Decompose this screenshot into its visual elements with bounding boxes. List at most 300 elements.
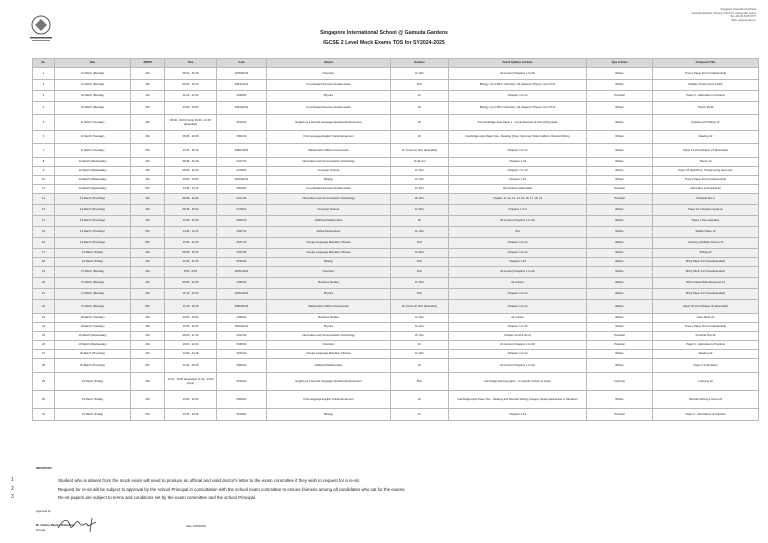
cell-subject: Co-ordinated Sciences Double Award: [267, 185, 391, 194]
cell-code: 0610/12: [217, 258, 267, 267]
col-header-subject: Subject: [267, 59, 391, 68]
cell-ampm: AM: [131, 216, 165, 227]
table-row: [33, 258, 759, 267]
cell-subject: Biology: [267, 258, 391, 267]
note-number: 3: [11, 494, 14, 500]
cell-code: 0580/13/23: [217, 144, 267, 158]
cell-subject: Global Perspectives: [267, 227, 391, 238]
cell-code: 0417/22: [217, 194, 267, 205]
cell-time: 11:00 - 12:30: [165, 91, 217, 102]
cell-duration: 1h (Core) 1h 30m (Extended): [391, 144, 449, 158]
cell-ampm: AM: [131, 258, 165, 267]
cell-duration: 2h: [391, 131, 449, 144]
cell-code: 0625/52/42: [217, 68, 267, 80]
cell-exam-type: Written: [587, 278, 653, 289]
address-line: Gamuda Gardens, Phuong Tran Phu, Hoang Mai, Hanoi: [691, 11, 756, 15]
cell-syllabus: All content: [449, 314, 587, 323]
cell-syllabus: All content (Chapters 1 to 22): [449, 267, 587, 278]
cell-date: 18 March (Tuesday): [55, 323, 131, 332]
cell-time: 13:45 - 14:15: [165, 185, 217, 194]
cell-syllabus: Chapters 1 to 6: [449, 205, 587, 216]
cell-date: 21 March (Friday): [55, 373, 131, 391]
document-subtitle: IGCSE 2 Level Mock Exams TOS for SY2024-2025: [323, 40, 445, 46]
cell-code: 0547/12: [217, 238, 267, 249]
cell-code: 0500/13: [217, 131, 267, 144]
cell-duration: 1h 15m: [391, 323, 449, 332]
cell-ampm: AM: [131, 350, 165, 359]
cell-component: Reading 22: [653, 350, 759, 359]
cell-code: 0547/32: [217, 249, 267, 258]
cell-duration: 2h (Core) 2h 30m (Extended): [391, 300, 449, 314]
cell-time: 08:45 - 10:30: [165, 205, 217, 216]
table-row: [33, 323, 759, 332]
cell-exam-type: Written: [587, 80, 653, 91]
cell-component: Paper 32 (Core)/Paper 42 (Extended): [653, 300, 759, 314]
cell-no: 20: [33, 278, 55, 289]
cell-duration: 2h: [391, 102, 449, 115]
cell-duration: 1h 15m: [391, 68, 449, 80]
cell-time: 08:45 - 10:30: [165, 167, 217, 176]
cell-date: 13 March (Thursday): [55, 205, 131, 216]
cell-date: 12 March (Wednesday): [55, 158, 131, 167]
cell-date: 12 March (Wednesday): [55, 185, 131, 194]
cell-time: 10:00 - 12:00: [165, 314, 217, 323]
cell-syllabus: Chapters 1 to 24: [449, 300, 587, 314]
document-title: Singapore International School @ Gamuda Gardens: [320, 30, 448, 36]
cell-time: 08:45 - 10:45: [165, 131, 217, 144]
cell-no: 25: [33, 332, 55, 341]
exam-schedule-table: [32, 58, 759, 421]
cell-ampm: AM: [131, 176, 165, 185]
cell-no: 31: [33, 409, 55, 421]
cell-component: Multiple Choice (Core 12/22): [653, 80, 759, 91]
cell-component: Practical Test 2: [653, 194, 759, 205]
cell-exam-type: Written: [587, 144, 653, 158]
cell-code: 0510/12: [217, 115, 267, 131]
cell-exam-type: Written: [587, 350, 653, 359]
cell-component: Short Answer/Data Response 12: [653, 278, 759, 289]
cell-component: MCQ Paper 1/2 (Core/Extended): [653, 289, 759, 300]
cell-ampm: PM: [131, 227, 165, 238]
cell-subject: Biology: [267, 409, 391, 421]
cell-date: 20 March (Thursday): [55, 350, 131, 359]
cell-duration: 45m: [391, 238, 449, 249]
note-text: Student who is absent from the mock exam will need to produce an official and valid doctor's letter to the exam committee if they wish to request for a re-sit.: [58, 478, 360, 483]
table-row: [33, 332, 759, 341]
cell-duration: 50m: [391, 373, 449, 391]
cell-exam-type: Written: [587, 258, 653, 267]
cell-syllabus: Chapters 1 to 24: [449, 91, 587, 102]
cell-date: 11 March (Tuesday): [55, 131, 131, 144]
cell-ampm: AM: [131, 115, 165, 131]
cell-time: 11:15 - 12:00 (Extended) 11:30 - 12:00 (Core): [165, 373, 217, 391]
cell-date: 10 March (Monday): [55, 91, 131, 102]
col-header-code: Code: [217, 59, 267, 68]
cell-no: 3: [33, 91, 55, 102]
cell-no: 1: [33, 68, 55, 80]
cell-no: 10: [33, 176, 55, 185]
cell-code: 0450/12: [217, 278, 267, 289]
cell-component: Paper 2 (Calculator): [653, 359, 759, 373]
cell-code: 0417/13: [217, 158, 267, 167]
cell-exam-type: Practical: [587, 409, 653, 421]
cell-time: 08:45 - 10:15: [165, 158, 217, 167]
table-row: [33, 300, 759, 314]
cell-code: 0610/62: [217, 409, 267, 421]
cell-syllabus: Chapters 1 to 24: [449, 350, 587, 359]
cell-date: 18 March (Tuesday): [55, 314, 131, 323]
cell-ampm: AM: [131, 314, 165, 323]
cell-subject: Additional Mathematics: [267, 216, 391, 227]
cell-subject: First Language English Oral Endorsement: [267, 391, 391, 409]
cell-time: 08:45 - 10:30: [165, 194, 217, 205]
cell-component: Case Study 22: [653, 314, 759, 323]
cell-duration: 1h 45m: [391, 205, 449, 216]
cell-exam-type: Written: [587, 323, 653, 332]
cell-component: Paper 1 Non-calculator: [653, 216, 759, 227]
cell-duration: 1h 45m: [391, 167, 449, 176]
cell-exam-type: Written: [587, 314, 653, 323]
cell-no: 17: [33, 249, 55, 258]
cell-time: 08:30 - 09:15 (Core) 09:30 - 10:45 (Extended): [165, 115, 217, 131]
table-row: [33, 314, 759, 323]
cell-ampm: AM: [131, 91, 165, 102]
cell-ampm: AM: [131, 131, 165, 144]
cell-duration: 2h 15m: [391, 332, 449, 341]
cell-syllabus: All content: [449, 278, 587, 289]
cell-subject: Business Studies: [267, 278, 391, 289]
cell-syllabus: Chapters 1 to 24: [449, 144, 587, 158]
cell-ampm: PM: [131, 409, 165, 421]
cell-subject: First Language English Oral Endorsement: [267, 131, 391, 144]
cell-exam-type: Written: [587, 267, 653, 278]
cell-syllabus: Chapters 1 to 25: [449, 323, 587, 332]
cell-exam-type: Practical: [587, 185, 653, 194]
cell-no: 12: [33, 194, 55, 205]
cell-exam-type: Written: [587, 131, 653, 144]
cell-syllabus: Cambridge-style Paper Two - Reading and Directed Writing (Imagery, Essay Descriptive or Narrative): [449, 391, 587, 409]
cell-subject: Biology: [267, 176, 391, 185]
table-row: [33, 102, 759, 115]
cell-subject: Physics: [267, 91, 391, 102]
cell-subject: Chemistry: [267, 341, 391, 350]
cell-ampm: AM: [131, 80, 165, 91]
cell-date: 21 March (Friday): [55, 409, 131, 421]
cell-component: Theory Paper 4/4 (Core/Extended): [653, 68, 759, 80]
cell-time: 11:15 - 12:30: [165, 289, 217, 300]
cell-syllabus: Biology: Up to B13; Chemistry: All chapters; Physics: Up to P14: [449, 102, 587, 115]
cell-no: 16: [33, 238, 55, 249]
table-row: [33, 249, 759, 258]
cell-component: Theory Paper 4/4 (Core/Extended): [653, 176, 759, 185]
cell-date: 10 March (Monday): [55, 80, 131, 91]
cell-no: 27: [33, 350, 55, 359]
cell-no: 19: [33, 267, 55, 278]
cell-exam-type: Written: [587, 359, 653, 373]
cell-subject: Foreign Language Mandarin Chinese: [267, 238, 391, 249]
cell-duration: 1h: [391, 409, 449, 421]
cell-time: 09:25 - 10:10: [165, 80, 217, 91]
cell-ampm: AM: [131, 332, 165, 341]
cell-no: 13: [33, 205, 55, 216]
table-row: [33, 227, 759, 238]
cell-code: 0417/32: [217, 332, 267, 341]
cell-no: 7: [33, 144, 55, 158]
cell-ampm: AM: [131, 68, 165, 80]
cell-duration: 1h 30 mm: [391, 158, 449, 167]
cell-code: 0478/12: [217, 205, 267, 216]
cell-date: 21 March (Friday): [55, 391, 131, 409]
cell-date: 14 March (Friday): [55, 249, 131, 258]
cell-duration: 1h: [391, 91, 449, 102]
cell-no: 14: [33, 216, 55, 227]
cell-exam-type: Written: [587, 249, 653, 258]
cell-duration: 1h: [391, 341, 449, 350]
cell-duration: 2h 15m: [391, 194, 449, 205]
cell-code: 0625/32/42: [217, 323, 267, 332]
cell-code: 0500/23: [217, 391, 267, 409]
col-header-component: Component Title: [653, 59, 759, 68]
cell-time: 10:45 - 12:15: [165, 258, 217, 267]
cell-exam-type: Written: [587, 68, 653, 80]
cell-ampm: AM: [131, 373, 165, 391]
cell-exam-type: Written: [587, 289, 653, 300]
cell-time: 10:00 - 14:15: [165, 350, 217, 359]
cell-syllabus: Cambridge-style Paper One - Reading (Q1a), Summary Writer's Effect, Directed Writing: [449, 131, 587, 144]
cell-duration: 1h 15m: [391, 350, 449, 359]
col-header-date: Date: [55, 59, 131, 68]
cell-exam-type: Written: [587, 176, 653, 185]
school-address: [606, 8, 756, 22]
table-row: [33, 144, 759, 158]
table-row: [33, 391, 759, 409]
cell-code: 0654/62: [217, 185, 267, 194]
cell-exam-type: Practical: [587, 341, 653, 350]
col-header-exam-type: Type of Exam: [587, 59, 653, 68]
cell-date: 10 March (Monday): [55, 102, 131, 115]
cell-time: 09:00 - 12:30: [165, 278, 217, 289]
cell-syllabus: Cambridge listening paper - no specific content to revise: [449, 373, 587, 391]
note-number: 2: [11, 486, 14, 492]
table-row: [33, 80, 759, 91]
cell-exam-type: Written: [587, 158, 653, 167]
table-body: [33, 68, 759, 421]
cell-no: 5: [33, 115, 55, 131]
cell-time: 13:00 - 15:00: [165, 102, 217, 115]
cell-component: Paper 6 - Alternative to Practical: [653, 91, 759, 102]
cell-code: 0457/12: [217, 227, 267, 238]
cell-code: 0610/32/42: [217, 176, 267, 185]
cell-no: 24: [33, 323, 55, 332]
cell-component: Writing 42: [653, 249, 759, 258]
cell-component: Paper 13 (Core)/Paper 23 (Extended): [653, 144, 759, 158]
cell-syllabus: Chapter 11-18 & 20-21: [449, 332, 587, 341]
cell-exam-type: Written: [587, 300, 653, 314]
cell-date: 13 March (Thursday): [55, 216, 131, 227]
cell-time: 12:30 - 15:15: [165, 359, 217, 373]
cell-exam-type: Written: [587, 102, 653, 115]
cell-code: 0510/22: [217, 373, 267, 391]
cell-subject: Co-ordinated Sciences Double Award: [267, 80, 391, 91]
cell-exam-type: Written: [587, 205, 653, 216]
table-row: [33, 267, 759, 278]
cell-ampm: AM: [131, 249, 165, 258]
cell-ampm: PM: [131, 300, 165, 314]
cell-code: 0654/32/42: [217, 102, 267, 115]
table-row: [33, 205, 759, 216]
cell-no: 30: [33, 391, 55, 409]
cell-exam-type: Written: [587, 216, 653, 227]
approved-by-label: Approved by:: [36, 510, 52, 513]
cell-exam-type: Practical: [587, 91, 653, 102]
cell-code: 0606/12: [217, 216, 267, 227]
cell-component: Reading and Writing 12: [653, 115, 759, 131]
cell-syllabus: Chapters 1 to 24: [449, 249, 587, 258]
cell-time: 10:45 - 12:00: [165, 323, 217, 332]
cell-ampm: AM: [131, 278, 165, 289]
table-row: [33, 216, 759, 227]
cell-time: 12:15 - 15:15: [165, 300, 217, 314]
cell-time: 13:45 - 14:15: [165, 227, 217, 238]
cell-subject: Foreign Language Mandarin Chinese: [267, 350, 391, 359]
cell-syllabus: All content (Chapters 1 to 10): [449, 216, 587, 227]
cell-subject: Information and Communication Technology: [267, 332, 391, 341]
cell-syllabus: Biology: Up to B13; Chemistry: All chapters; Physics: Up to P14: [449, 80, 587, 91]
cell-duration: 45m: [391, 258, 449, 267]
cell-subject: Mathematics Without Coursework: [267, 144, 391, 158]
cell-date: 14 March (Friday): [55, 258, 131, 267]
cell-no: 18: [33, 258, 55, 267]
cell-syllabus: Chapters 1-19: [449, 258, 587, 267]
cell-component: Paper 2b Algorithms, Programming and Logic: [653, 167, 759, 176]
cell-subject: Computer Science: [267, 205, 391, 216]
cell-exam-type: Written: [587, 238, 653, 249]
address-line: Tel: +84 24 7105 5777: [730, 15, 756, 19]
cell-syllabus: All practical related skills: [449, 185, 587, 194]
table-header-row: [33, 59, 759, 68]
cell-subject: Information and Communication Technology: [267, 158, 391, 167]
cell-ampm: PM: [131, 359, 165, 373]
cell-no: 4: [33, 102, 55, 115]
cell-duration: 45m: [391, 267, 449, 278]
cell-component: Practical Test 32: [653, 332, 759, 341]
cell-subject: English as a Second Language Speaking Endorsement: [267, 115, 391, 131]
cell-time: 08:00 - 11:15: [165, 332, 217, 341]
table-row: [33, 158, 759, 167]
table-row: [33, 185, 759, 194]
cell-syllabus: Chapters 7 to 10: [449, 167, 587, 176]
cell-syllabus: All content (Chapters 1 to 16): [449, 359, 587, 373]
cell-subject: Foreign Language Mandarin Chinese: [267, 249, 391, 258]
cell-subject: Information and Communication Technology: [267, 194, 391, 205]
cell-component: Theory 32/42: [653, 102, 759, 115]
cell-component: Theory Paper 3/4 (Core/Extended): [653, 323, 759, 332]
cell-duration: 1h 30m: [391, 314, 449, 323]
cell-code: 0450/22: [217, 314, 267, 323]
cell-exam-type: Listening: [587, 373, 653, 391]
cell-date: 17 March (Monday): [55, 278, 131, 289]
address-line: Singapore International School: [720, 8, 756, 11]
cell-no: 22: [33, 300, 55, 314]
cell-code: 0606/22: [217, 359, 267, 373]
cell-duration: 1h 30m: [391, 185, 449, 194]
cell-no: 11: [33, 185, 55, 194]
cell-duration: 1h 15m: [391, 176, 449, 185]
cell-syllabus: Chapters 1 to 24: [449, 238, 587, 249]
table-row: [33, 91, 759, 102]
cell-time: 08:30 - 10:15: [165, 68, 217, 80]
cell-no: 21: [33, 289, 55, 300]
cell-syllabus: All content (Chapters 1 to 22): [449, 341, 587, 350]
cell-exam-type: Written: [587, 391, 653, 409]
cell-duration: 1h 30m: [391, 278, 449, 289]
table-row: [33, 409, 759, 421]
cell-time: 13:30 - 14:15: [165, 238, 217, 249]
cell-subject: Mathematics Without Coursework: [267, 300, 391, 314]
cell-component: Reading 13: [653, 131, 759, 144]
cell-subject: Co-ordinated Sciences Double Award: [267, 102, 391, 115]
cell-no: 29: [33, 373, 55, 391]
table-row: [33, 176, 759, 185]
cell-ampm: PM: [131, 185, 165, 194]
cell-ampm: PM: [131, 238, 165, 249]
cell-duration: 1h 15m: [391, 227, 449, 238]
cell-subject: Physics: [267, 323, 391, 332]
cell-syllabus: All content (Chapters 1 to 22): [449, 68, 587, 80]
cell-subject: Business Studies: [267, 314, 391, 323]
cell-date: 17 March (Monday): [55, 267, 131, 278]
cell-ampm: AM: [131, 341, 165, 350]
cell-no: 28: [33, 359, 55, 373]
address-line: Web: www.sis.edu.vn: [731, 18, 756, 22]
cell-syllabus: Chapters 1 to 24: [449, 289, 587, 300]
cell-date: 11 March (Tuesday): [55, 144, 131, 158]
cell-time: 10:00 - 14:30: [165, 176, 217, 185]
table-row: [33, 194, 759, 205]
cell-subject: Chemistry: [267, 68, 391, 80]
cell-exam-type: Written: [587, 115, 653, 131]
cell-code: 0547/22: [217, 350, 267, 359]
cell-exam-type: Written: [587, 227, 653, 238]
notes-heading: IMPORTANT:: [36, 467, 53, 470]
table-row: [33, 238, 759, 249]
signature-date: Date: 12/03/2025: [186, 525, 206, 528]
cell-syllabus: Chapter 11, 12, 13, 14, 15, 16, 17, 18, 19: [449, 194, 587, 205]
cell-ampm: AM: [131, 167, 165, 176]
cell-date: 19 March (Wednesday): [55, 332, 131, 341]
table-row: [33, 68, 759, 80]
cell-syllabus: Chapters 1-19: [449, 409, 587, 421]
table-row: [33, 278, 759, 289]
note-text: Re-sit papers are subject to terms and conditions set by the exam committee and the school Principal.: [58, 495, 257, 500]
cell-component: MCQ Paper 1/2 (Core/Extended): [653, 258, 759, 267]
cell-code: 0580/23/42: [217, 300, 267, 314]
note-text: Request for re-sit will be subject to approval by the school Principal in consultation with the school exam committee to ensure fairness among all candidates who sat for the exams.: [58, 487, 406, 492]
cell-syllabus: N/A: [449, 227, 587, 238]
cell-subject: Chemistry: [267, 267, 391, 278]
cell-time: 13:15 - 15:15: [165, 144, 217, 158]
table-row: [33, 350, 759, 359]
cell-ampm: AM: [131, 158, 165, 167]
cell-no: 26: [33, 341, 55, 350]
cell-ampm: AM: [131, 205, 165, 216]
signer-role: Principal: [36, 529, 46, 532]
cell-syllabus: Chapters 1-21: [449, 158, 587, 167]
cell-date: 20 March (Thursday): [55, 359, 131, 373]
cell-date: 19 March (Wednesday): [55, 341, 131, 350]
cell-code: 0478/22: [217, 167, 267, 176]
cell-ampm: PM: [131, 102, 165, 115]
